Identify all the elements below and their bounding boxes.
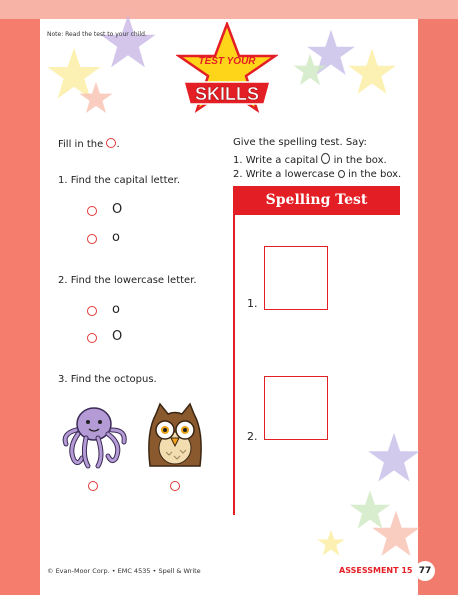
answer-circle-icon	[106, 138, 116, 148]
question-1: 1. Find the capital letter.	[58, 175, 181, 186]
fill-instruction	[58, 138, 120, 150]
answer-bubble[interactable]	[87, 234, 97, 244]
fill-instruction-period: .	[116, 139, 120, 150]
octopus-picture	[58, 400, 130, 472]
test-your-skills-badge	[176, 22, 278, 122]
copyright-footer: © Evan-Moor Corp. • EMC 4535 • Spell & Write	[47, 567, 201, 575]
left-border	[0, 0, 40, 595]
star-decoration-icon	[78, 80, 114, 116]
option-letter: o	[112, 302, 120, 317]
star-decoration-icon	[292, 52, 328, 88]
note-text: Note: Read the test to your child.	[47, 31, 147, 38]
option-letter: O	[112, 329, 123, 344]
question-2: 2. Find the lowercase letter.	[58, 275, 197, 286]
spelling-test-divider	[233, 215, 235, 515]
assessment-label: ASSESSMENT 15	[339, 566, 413, 575]
answer-bubble[interactable]	[87, 333, 97, 343]
step-1-prefix: 1. Write a capital	[233, 155, 319, 166]
spelling-test-header: Spelling Test	[233, 186, 400, 215]
star-decoration-icon	[316, 528, 346, 558]
star-decoration-icon	[346, 46, 398, 98]
top-band	[0, 0, 458, 19]
badge-line2: SKILLS	[194, 84, 260, 104]
option-letter: o	[112, 230, 120, 245]
step-2-prefix: 2. Write a lowercase	[233, 169, 335, 180]
spelling-step-2	[233, 169, 401, 180]
answer-bubble[interactable]	[170, 481, 180, 491]
spelling-step-1	[233, 153, 387, 166]
answer-bubble[interactable]	[87, 306, 97, 316]
capital-o-icon	[321, 153, 330, 164]
star-decoration-icon	[370, 508, 422, 560]
badge-line1: TEST YOUR	[198, 56, 256, 67]
lowercase-o-icon	[338, 170, 345, 178]
star-decoration-icon	[98, 12, 158, 72]
fill-instruction-text: Fill in the	[58, 139, 104, 150]
answer-bubble[interactable]	[88, 481, 98, 491]
item-number: 2.	[247, 430, 258, 443]
owl-picture	[140, 402, 210, 468]
question-3: 3. Find the octopus.	[58, 374, 157, 385]
item-number: 1.	[247, 297, 258, 310]
option-letter: O	[112, 202, 123, 217]
right-border	[418, 0, 458, 595]
answer-bubble[interactable]	[87, 206, 97, 216]
answer-box[interactable]	[264, 376, 328, 440]
answer-box[interactable]	[264, 246, 328, 310]
page-number: 77	[415, 561, 435, 581]
step-2-suffix: in the box.	[348, 169, 402, 180]
star-decoration-icon	[366, 430, 422, 486]
spelling-intro: Give the spelling test. Say:	[233, 137, 367, 148]
step-1-suffix: in the box.	[333, 155, 387, 166]
